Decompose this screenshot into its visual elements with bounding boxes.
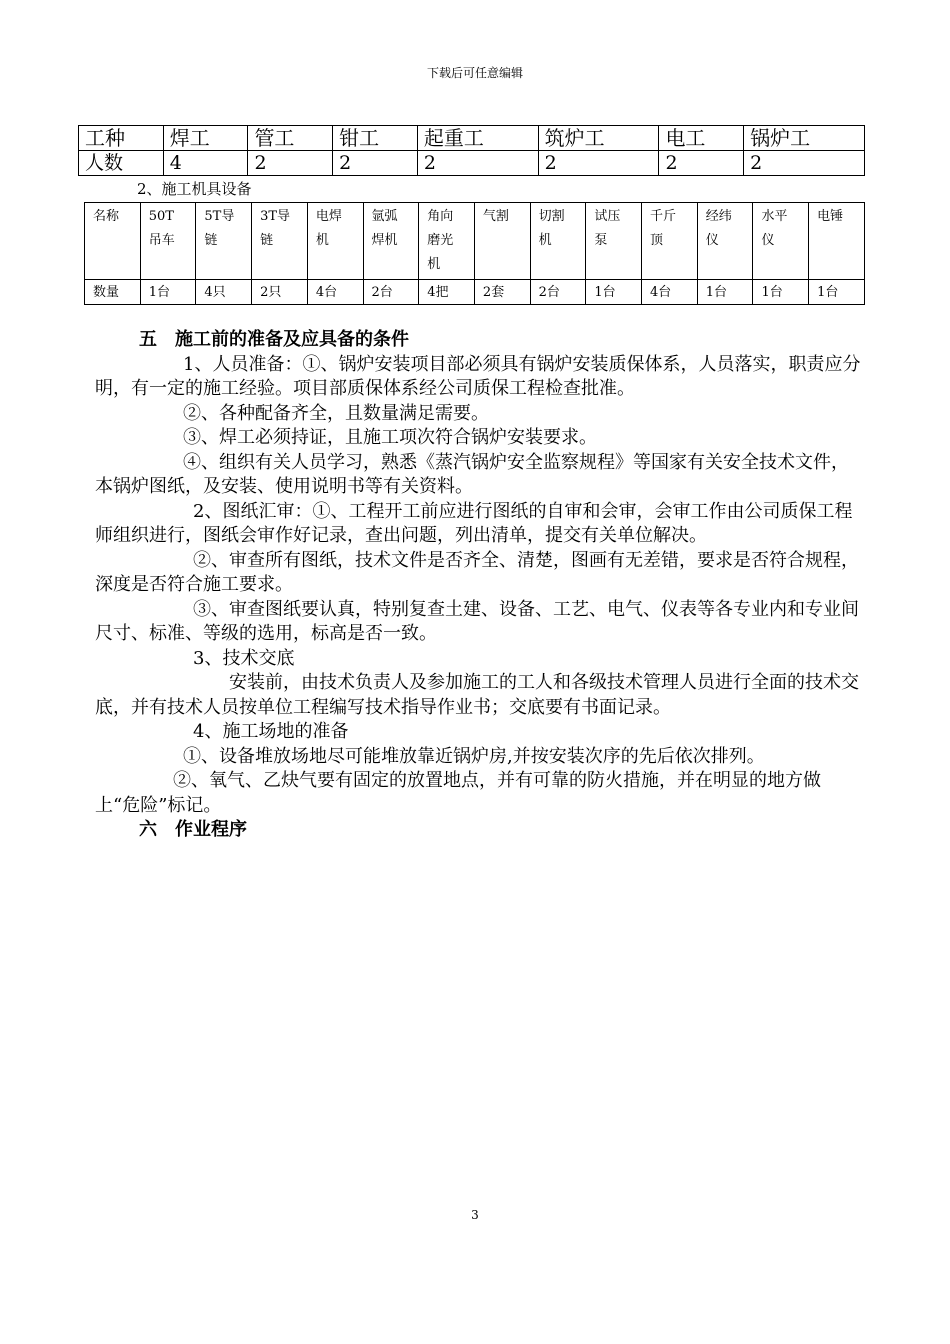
table-cell [586,203,642,280]
section-heading: 六 作业程序 [139,819,247,840]
table-cell [307,203,363,280]
tools-qty-row [85,280,865,305]
table-cell [642,203,698,280]
table-cell [252,203,308,280]
paragraph: 4、施工场地的准备 [193,721,349,742]
section-heading: 五 施工前的准备及应具备的条件 [139,329,409,350]
table-cell: 起重工 [417,126,538,151]
table-cell: 1台 [140,280,196,305]
table-cell: 2 [417,151,538,176]
table-cell: 4台 [642,280,698,305]
paragraph: ③、审查图纸要认真，特别复查土建、设备、工艺、电气、仪表等各专业内和专业间尺寸、标准、等级的选用，标高是否一致。 [95,598,859,644]
table-cell: 1台 [697,280,753,305]
paragraph: ①、设备堆放场地尽可能堆放靠近锅炉房,并按安装次序的先后依次排列。 [183,745,765,767]
paragraph: ③、焊工必须持证，且施工项次符合锅炉安装要求。 [183,427,597,448]
table-cell [809,203,865,280]
paragraph: 安装前，由技术负责人及参加施工的工人和各级技术管理人员进行全面的技术交底，并有技术人员按单位工程编写技术指导作业书；交底要有书面记录。 [95,672,859,718]
cell-text: 电锤 [817,209,844,224]
tools-table [84,202,865,305]
table-cell: 钳工 [333,126,418,151]
table-cell [474,203,530,280]
table-cell: 2 [659,151,744,176]
cell-text: 千斤顶 [650,209,677,248]
paragraph: ②、氧气、乙炔气要有固定的放置地点，并有可靠的防火措施，并在明显的地方做上“危险”标记。 [95,770,821,816]
cell-text: 50T吊车 [148,209,175,248]
table-cell: 锅炉工 [744,126,865,151]
table-cell: 2 [744,151,865,176]
table-cell: 1台 [586,280,642,305]
cell-text: 氩弧焊机 [371,209,398,248]
table-cell [85,203,141,280]
cell-text: 角向磨光机 [427,209,454,272]
table-cell: 1台 [753,280,809,305]
table-cell [140,203,196,280]
table-cell [530,203,586,280]
paragraph: 3、技术交底 [193,647,295,669]
cell-text: 气割 [482,209,509,224]
workers-table [78,125,865,176]
table-cell: 4台 [307,280,363,305]
cell-text: 试压泵 [594,209,621,248]
table-cell: 2 [248,151,333,176]
document-body [95,328,865,843]
paragraph: ②、审查所有图纸，技术文件是否齐全、清楚，图画有无差错，要求是否符合规程，深度是否符合施工要求。 [95,549,859,595]
cell-text: 水平仪 [761,209,788,248]
tools-name-row [85,203,865,280]
table-cell: 2 [538,151,659,176]
table-cell [196,203,252,280]
table-cell: 4 [163,151,248,176]
paragraph: ②、各种配备齐全，且数量满足需要。 [183,402,489,424]
table-cell: 2台 [363,280,419,305]
cell-text: 经纬仪 [705,209,732,248]
table-cell: 2只 [252,280,308,305]
cell-text: 电焊机 [315,209,342,248]
table-cell: 工种 [79,126,164,151]
table-cell: 2台 [530,280,586,305]
cell-text: 切割机 [538,209,565,248]
table-cell: 筑炉工 [538,126,659,151]
cell-text: 5T导链 [204,209,235,248]
tools-subtitle: 2、施工机具设备 [137,180,252,198]
cell-text: 3T导链 [260,209,291,248]
table-cell: 焊工 [163,126,248,151]
table-cell: 数量 [85,280,141,305]
table-cell [363,203,419,280]
table-cell [753,203,809,280]
workers-type-row [79,126,865,151]
table-cell [419,203,475,280]
table-cell: 2套 [474,280,530,305]
paragraph: 2、图纸汇审：①、工程开工前应进行图纸的自审和会审，会审工作由公司质保工程师组织进行，图纸会审作好记录，查出问题，列出清单，提交有关单位解决。 [95,500,853,546]
table-cell: 人数 [79,151,164,176]
table-cell: 管工 [248,126,333,151]
table-cell: 电工 [659,126,744,151]
table-cell: 2 [333,151,418,176]
paragraph: ④、组织有关人员学习，熟悉《蒸汽锅炉安全监察规程》等国家有关安全技术文件，本锅炉图纸，及安装、使用说明书等有关资料。 [95,451,849,497]
table-cell [697,203,753,280]
workers-count-row [79,151,865,176]
page-number: 3 [471,1208,479,1222]
table-cell: 4只 [196,280,252,305]
paragraph: 1、人员准备：①、锅炉安装项目部必须具有锅炉安装质保体系，人员落实，职责应分明，有一定的施工经验。项目部质保体系经公司质保工程检查批准。 [95,353,861,399]
table-cell: 1台 [809,280,865,305]
table-cell: 4把 [419,280,475,305]
page-header: 下载后可任意编辑 [426,66,523,80]
cell-text: 名称 [93,209,120,224]
